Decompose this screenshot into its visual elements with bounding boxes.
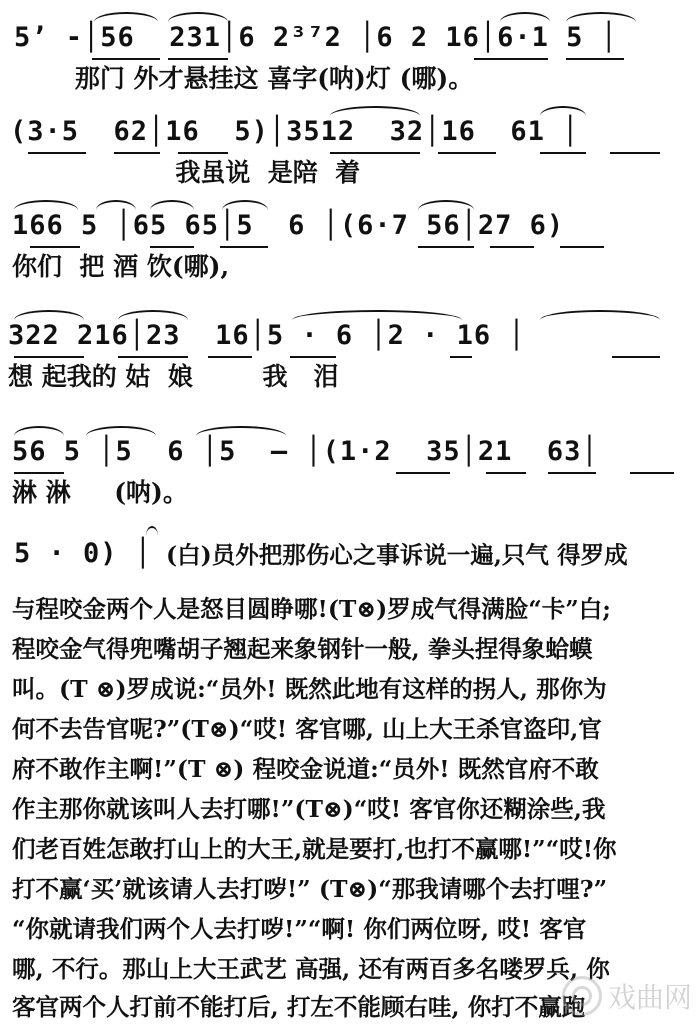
beat-underline [450,356,472,358]
dialogue-line: 作主那你就该叫人去打哪!”(T⊗)“哎! 客官你还糊涂些,我 [12,795,606,823]
score-line-4 [0,316,700,396]
notation: (3·5 62│16 5)│3512 32│16 61 │ [10,116,580,147]
slur [540,106,586,116]
beat-underline [566,58,624,60]
slur [196,426,286,436]
lyrics: 我虽说 是陪 着 [10,158,361,187]
dialogue-line: 何不去告官呢?”(T⊗)“哎! 客官哪, 山上大王杀官盗印,官 [12,715,602,743]
dialogue-line: 打不赢‘买’就该请人去打哕!” (T⊗)“那我请哪个去打哩?” [12,875,608,903]
beat-underline [14,356,84,358]
notation: 166 5 │65 65│5 6 │(6·7 56│27 6) [12,210,565,241]
beat-underline [92,58,160,60]
slur [96,200,136,210]
dialogue-line: 哪, 不行。那山上大王武艺 高强, 还有两百多名喽罗兵, 你 [12,955,610,983]
beat-underline [30,246,80,248]
beat-underline [290,356,336,358]
dialogue-line: 府不敢作主啊!”(T ⊗) 程咬金说道:“员外! 既然官府不敢 [12,755,599,783]
slur [566,12,636,22]
lyrics: 你们 把 酒 饮(哪), [12,252,230,281]
closing-line [0,534,700,578]
beat-underline [178,152,228,154]
beat-underline [540,152,586,154]
beat-underline [208,356,252,358]
notation: 56 5 │5 6 │5 – │(1·2 35│21 63│ [12,436,599,467]
dialogue-line: 们老百姓怎敢打山上的大王,就是要打,也打不赢哪!”“哎!你 [12,835,617,863]
beat-underline [114,152,160,154]
score-line-2 [0,112,700,192]
beat-underline [150,246,194,248]
slur [540,310,660,320]
beat-underline [490,246,534,248]
spoken-intro: (白)员外把那伤心之事诉说一遍,只气 得罗成 [166,541,628,569]
beat-underline [610,152,660,154]
notation: 322 216│23 16│5 · 6 │2 · 16 │ [8,320,526,351]
score-line-5 [0,432,700,512]
slur [86,426,156,436]
slur [168,12,228,22]
slur [94,12,158,22]
beat-underline [612,356,660,358]
slur [292,310,462,320]
dialogue-line: 客官两个人打前不能打后, 打左不能顾右哇, 你打不赢跑 [12,993,586,1021]
notation: 5ʼ -│56 231│6 2³⁷2 │6 2 16│6·1 5 │ [14,22,618,53]
slur [14,310,84,320]
lyrics: 淋 淋 (呐)。 [12,478,188,507]
beat-underline [474,58,548,60]
dialogue-line: 叫。(T ⊗)罗成说:“员外! 既然此地有这样的拐人, 那你为 [12,675,607,703]
slur [150,200,194,210]
beat-underline [438,152,496,154]
slur [14,426,64,436]
dialogue-line: “你就请我们两个人去打哕!”“啊! 你们两位呀, 哎! 客官 [12,915,587,943]
watermark-logo-icon [562,976,602,1016]
beat-underline [418,246,474,248]
lyrics: 想 起我的 姑 娘 我 泪 [8,362,339,391]
watermark-text: 戏曲网 [607,981,692,1014]
slur [500,12,550,22]
closing-notation: 5 · 0) │ [14,538,153,569]
slur [118,310,188,320]
site-watermark [562,976,692,1016]
beat-underline [14,472,64,474]
score-line-1 [0,18,700,98]
beat-underline [396,472,450,474]
beat-underline [486,472,526,474]
beat-underline [330,152,420,154]
dialogue-line: 与程咬金两个人是怒目圆睁哪!(T⊗)罗成气得满脸“卡”白; [12,595,611,623]
score-line-3 [0,206,700,286]
beat-underline [630,472,674,474]
beat-underline [118,356,188,358]
beat-underline [548,472,596,474]
beat-underline [168,58,228,60]
beat-underline [560,246,604,248]
beat-underline [28,152,86,154]
beat-underline [220,246,268,248]
slur [330,106,420,116]
slur [14,200,78,210]
dialogue-line: 程咬金气得兜嘴胡子翘起来象钢针一般, 拳头捏得象蛤蟆 [12,635,593,663]
slur [418,200,474,210]
lyrics: 那门 外才悬挂这 喜字(呐)灯 (哪)。 [40,64,474,93]
slur [222,200,268,210]
fermata-mark [146,526,158,536]
